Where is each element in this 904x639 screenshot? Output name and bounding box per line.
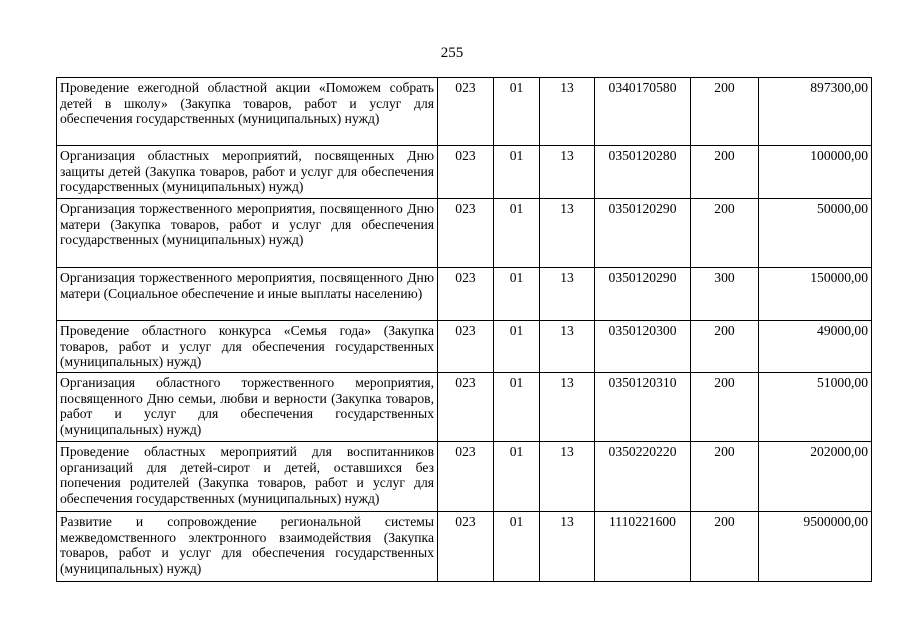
row-amount: 51000,00 [759,373,872,442]
row-ved-code: 023 [438,373,494,442]
row-description: Проведение областных мероприятий для воспитанников организаций для детей-сирот и детей, оставшихся без попечения родителей (Закупка товаров, работ и услуг для обеспечения государственных (муниципальных) нужд) [57,442,438,512]
table-row [57,268,872,321]
row-target-article-code: 0350120280 [595,146,691,199]
table-row [57,512,872,582]
row-section-code: 01 [494,512,540,582]
row-subsection-code: 13 [540,512,595,582]
row-section-code: 01 [494,78,540,146]
table-row [57,199,872,268]
row-amount: 49000,00 [759,321,872,373]
row-description: Проведение ежегодной областной акции «Поможем собрать детей в школу» (Закупка товаров, работ и услуг для обеспечения государственных (муниципальных) нужд) [57,78,438,146]
row-ved-code: 023 [438,268,494,321]
row-target-article-code: 0350120290 [595,268,691,321]
row-expense-type-code: 200 [691,78,759,146]
row-expense-type-code: 200 [691,442,759,512]
row-target-article-code: 0350120310 [595,373,691,442]
row-description: Развитие и сопровождение региональной системы межведомственного электронного взаимодействия (Закупка товаров, работ и услуг для обеспечения государственных (муниципальных) нужд) [57,512,438,582]
row-amount: 897300,00 [759,78,872,146]
row-amount: 150000,00 [759,268,872,321]
row-subsection-code: 13 [540,78,595,146]
row-subsection-code: 13 [540,268,595,321]
table-row [57,373,872,442]
row-subsection-code: 13 [540,442,595,512]
table-row [57,442,872,512]
row-subsection-code: 13 [540,373,595,442]
row-amount: 100000,00 [759,146,872,199]
row-description: Организация областного торжественного мероприятия, посвященного Дню семьи, любви и верности (Закупка товаров, работ и услуг для обеспечения государственных (муниципальных) нужд) [57,373,438,442]
row-ved-code: 023 [438,199,494,268]
row-amount: 202000,00 [759,442,872,512]
row-expense-type-code: 300 [691,268,759,321]
row-ved-code: 023 [438,78,494,146]
row-subsection-code: 13 [540,199,595,268]
row-target-article-code: 1110221600 [595,512,691,582]
row-ved-code: 023 [438,321,494,373]
row-section-code: 01 [494,321,540,373]
row-expense-type-code: 200 [691,512,759,582]
row-section-code: 01 [494,442,540,512]
table-row [57,321,872,373]
table-row [57,78,872,146]
row-description: Организация торжественного мероприятия, посвященного Дню матери (Закупка товаров, работ и услуг для обеспечения государственных (муниципальных) нужд) [57,199,438,268]
row-section-code: 01 [494,199,540,268]
row-ved-code: 023 [438,512,494,582]
row-amount: 9500000,00 [759,512,872,582]
row-description: Организация торжественного мероприятия, посвященного Дню матери (Социальное обеспечение и иные выплаты населению) [57,268,438,321]
row-expense-type-code: 200 [691,373,759,442]
table-row [57,146,872,199]
budget-table [56,77,872,582]
row-section-code: 01 [494,373,540,442]
row-amount: 50000,00 [759,199,872,268]
page-number: 255 [440,45,464,61]
row-section-code: 01 [494,146,540,199]
row-target-article-code: 0350220220 [595,442,691,512]
row-expense-type-code: 200 [691,321,759,373]
row-ved-code: 023 [438,146,494,199]
row-target-article-code: 0340170580 [595,78,691,146]
row-ved-code: 023 [438,442,494,512]
row-expense-type-code: 200 [691,146,759,199]
row-section-code: 01 [494,268,540,321]
row-subsection-code: 13 [540,146,595,199]
row-description: Организация областных мероприятий, посвященных Дню защиты детей (Закупка товаров, работ и услуг для обеспечения государственных (муниципальных) нужд) [57,146,438,199]
row-target-article-code: 0350120290 [595,199,691,268]
row-expense-type-code: 200 [691,199,759,268]
row-target-article-code: 0350120300 [595,321,691,373]
row-description: Проведение областного конкурса «Семья года» (Закупка товаров, работ и услуг для обеспечения государственных (муниципальных) нужд) [57,321,438,373]
row-subsection-code: 13 [540,321,595,373]
